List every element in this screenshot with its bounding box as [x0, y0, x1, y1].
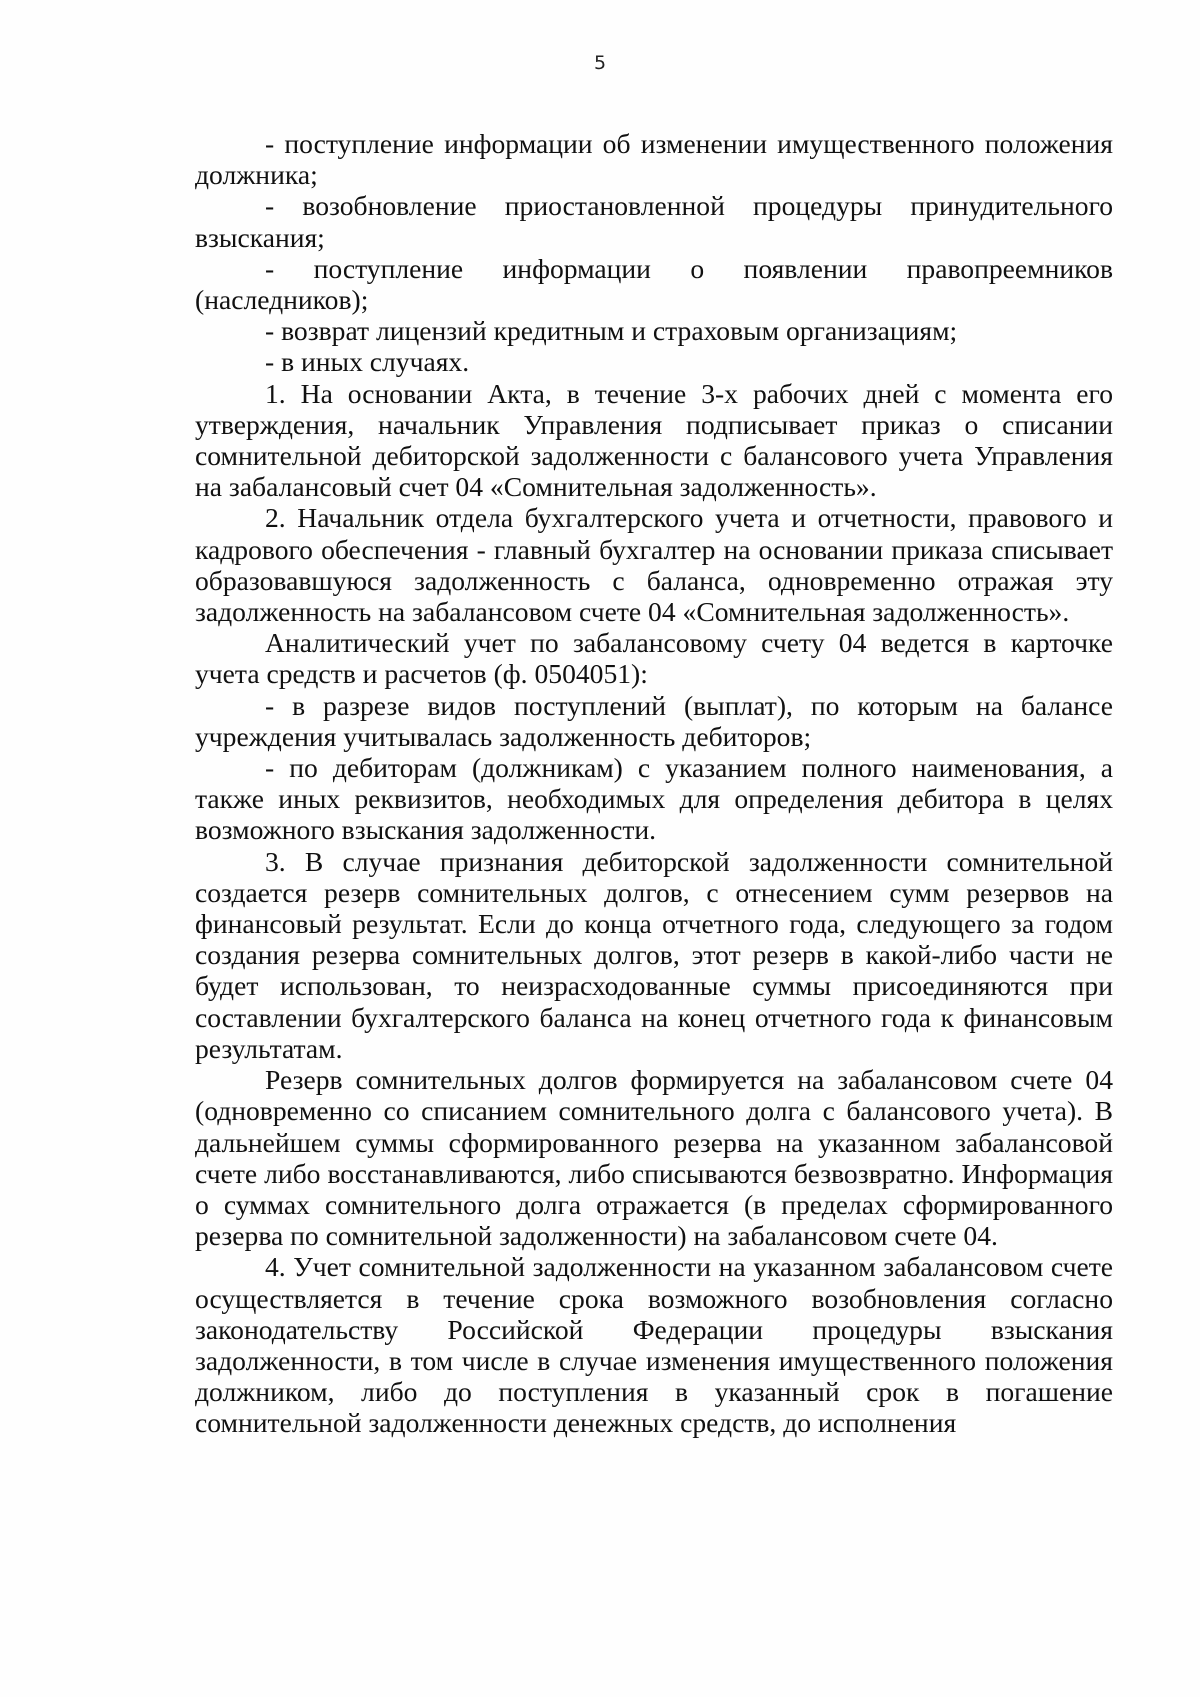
paragraph-item-1: 1. На основании Акта, в течение 3-х рабочих дней с момента его утверждения, начальник Управления подписывает приказ о списании сомнительной дебиторской задолженности с балансового учета Управления на забалансовый счет 04 «Сомнительная задолженность».	[195, 377, 1113, 503]
paragraph-item-4: 4. Учет сомнительной задолженности на указанном забалансовом счете осуществляется в течение срока возможного возобновления согласно законодательству Российской Федерации процедуры взыскания задолженности, в том числе в случае изменения имущественного положения должником, либо до поступления в указанный срок в погашение сомнительной задолженности денежных средств, до исполнения	[195, 1251, 1113, 1439]
list-item-resumption: - возобновление приостановленной процедуры принудительного взыскания;	[195, 190, 1113, 253]
list-item-property-change: - поступление информации об изменении имущественного положения должника;	[195, 128, 1113, 191]
list-item-license-return: - возврат лицензий кредитным и страховым организациям;	[265, 315, 958, 347]
paragraph-item-3: 3. В случае признания дебиторской задолженности сомнительной создается резерв сомнительных долгов, с отнесением сумм резервов на финансовый результат. Если до конца отчетного года, следующего за годом создания резерва сомнительных долгов, этот резерв в какой-либо части не будет использован, то неизрасходованные суммы присоединяются при составлении бухгалтерского баланса на конец отчетного года к финансовым результатам.	[195, 845, 1113, 1064]
paragraph-analytic-accounting: Аналитический учет по забалансовому счету 04 ведется в карточке учета средств и расчетов (ф. 0504051):	[195, 627, 1113, 690]
list-item-other-cases: - в иных случаях.	[265, 346, 470, 378]
paragraph-reserve: Резерв сомнительных долгов формируется на забалансовом счете 04 (одновременно со списанием сомнительного долга с балансового учета). В дальнейшем суммы сформированного резерва на указанном забалансовой счете либо восстанавливаются, либо списываются безвозвратно. Информация о суммах сомнительного долга отражается (в пределах сформированного резерва по сомнительной задолженности) на забалансовом счете 04.	[195, 1064, 1113, 1252]
list-item-successors: - поступление информации о появлении правопреемников (наследников);	[195, 252, 1113, 316]
document-body	[195, 128, 1113, 1439]
page-number: 5	[593, 52, 607, 74]
paragraph-item-2: 2. Начальник отдела бухгалтерского учета и отчетности, правового и кадрового обеспечения - главный бухгалтер на основании приказа списывает образовавшуюся задолженность с баланса, одновременно отражая эту задолженность на забалансовом счете 04 «Сомнительная задолженность».	[195, 502, 1113, 628]
list-item-by-receipts: - в разрезе видов поступлений (выплат), по которым на балансе учреждения учитывалась задолженность дебиторов;	[195, 689, 1113, 752]
list-item-by-debtors: - по дебиторам (должникам) с указанием полного наименования, а также иных реквизитов, необходимых для определения дебитора в целях возможного взыскания задолженности.	[195, 752, 1113, 846]
